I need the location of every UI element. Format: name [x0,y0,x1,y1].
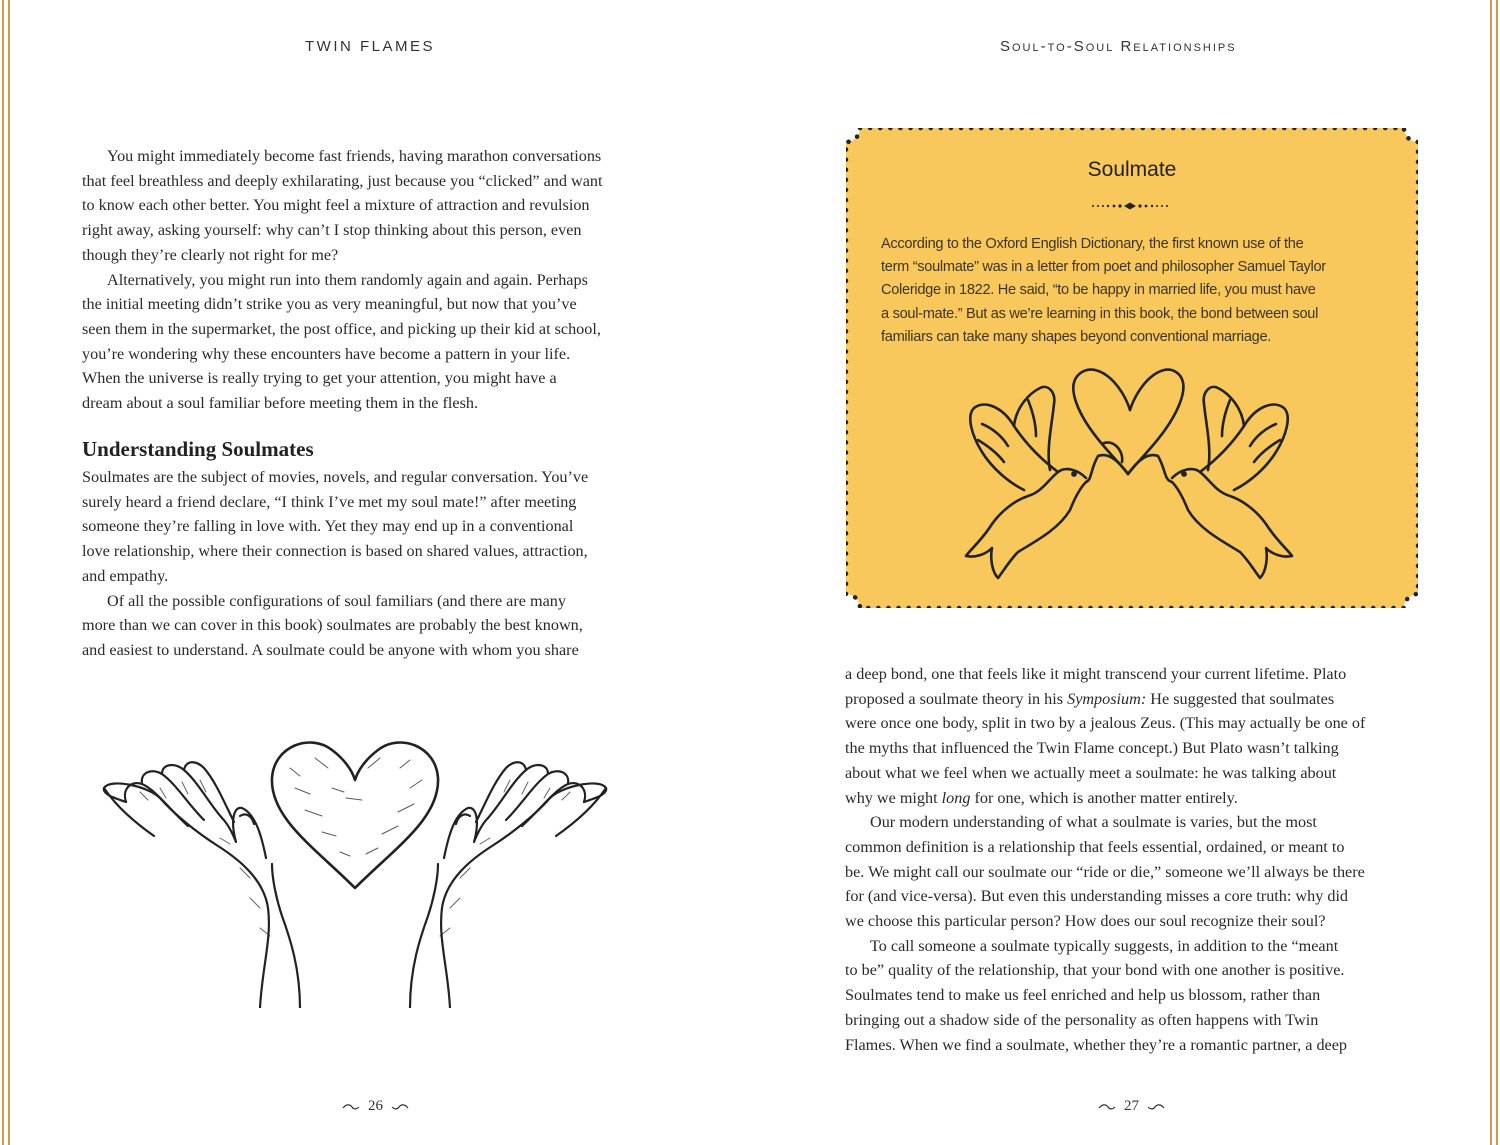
emphasis-long: long [941,788,971,807]
left-border-rule-inner [8,0,10,1145]
section-heading: Understanding Soulmates [82,437,314,461]
emphasis-symposium: Symposium: [1067,689,1147,708]
right-flourish-icon [391,1102,409,1112]
text-line: Of all the possible configurations of soul familiars (and there are many [107,591,566,610]
text-line: seen them in the supermarket, the post office, and picking up their kid at school, [82,319,601,338]
left-para-3 [82,465,588,663]
text-line: term “soulmate” was in a letter from poet and philosopher Samuel Taylor [881,259,1326,276]
text-run: why we might [845,788,942,807]
right-running-header: Soul-to-Soul Relationships [1000,38,1237,55]
page-number: 26 [368,1098,383,1114]
left-flourish-icon [342,1102,360,1112]
right-flourish-icon [1147,1102,1165,1112]
text-run: He suggested that soulmates [1146,689,1335,708]
sidebar-text [881,233,1391,349]
text-line: and easiest to understand. A soulmate could be anyone with whom you share [82,640,579,659]
right-body-text [845,662,1365,1057]
text-line: to be” quality of the relationship, that your bond with one another is positive. [845,961,1345,980]
text-line: common definition is a relationship that feels essential, ordained, or meant to [845,837,1345,856]
text-line: Alternatively, you might run into them randomly again and again. Perhaps [107,270,588,289]
text-line: familiars can take many shapes beyond conventional marriage. [881,328,1272,345]
left-running-header: TWIN FLAMES [305,38,436,55]
right-page-folio [1098,1098,1165,1115]
hands-heart-illustration [100,728,610,1008]
text-line: To call someone a soulmate typically suggests, in addition to the “meant [870,936,1339,955]
text-line: You might immediately become fast friends, having marathon conversations [107,147,602,165]
text-line: the initial meeting didn’t strike you as very meaningful, but now that you’ve [82,295,577,314]
text-line: dream about a soul familiar before meeting them in the flesh. [82,394,479,413]
text-line: we choose this particular person? How does our soul recognize their soul? [845,912,1326,931]
text-line: a soul-mate.” But as we’re learning in this book, the bond between soul [881,305,1319,322]
text-line: that feel breathless and deeply exhilarating, just because you “clicked” and want [82,171,603,190]
text-line: though they’re clearly not right for me? [82,245,339,264]
text-line: and empathy. [82,566,169,585]
text-line: bringing out a shadow side of the personality as often happens with Twin [845,1010,1319,1029]
text-line: were once one body, split in two by a jealous Zeus. (This may actually be one of [845,714,1366,733]
sidebar-title: Soulmate [1087,158,1177,181]
text-line: right away, asking yourself: why can’t I stop thinking about this person, even [82,221,582,240]
left-border-rule [2,0,4,1145]
text-line: more than we can cover in this book) soulmates are probably the best known, [82,616,583,635]
right-border-rule [1496,0,1498,1145]
text-line [845,687,1365,712]
text-line: Soulmates tend to make us feel enriched and help us blossom, rather than [845,986,1321,1005]
text-line: someone they’re falling in love with. Yet they may end up in a conventional [82,517,574,536]
page-number: 27 [1124,1098,1139,1114]
text-line: When the universe is really trying to get your attention, you might have a [82,369,557,388]
text-line: Our modern understanding of what a soulmate is varies, but the most [870,813,1317,832]
left-page-folio [342,1098,409,1115]
text-line: Flames. When we find a soulmate, whether they’re a romantic partner, a deep [845,1035,1348,1054]
text-line: for (and vice-versa). But even this understanding misses a core truth: why did [845,887,1349,906]
text-run: for one, which is another matter entirely. [970,788,1238,807]
text-line: love relationship, where their connection is based on shared values, attraction, [82,542,588,561]
text-run: proposed a soulmate theory in his [845,689,1068,708]
sidebar-divider-ornament [1090,201,1170,211]
left-flourish-icon [1098,1102,1116,1112]
text-line [845,786,1365,811]
text-line: surely heard a friend declare, “I think I’ve met my soul mate!” after meeting [82,492,577,511]
doves-ribbon-illustration [962,360,1302,585]
text-line: According to the Oxford English Dictionary, the first known use of the [881,236,1304,252]
left-para-1 [82,144,603,416]
text-line: the myths that influenced the Twin Flame concept.) But Plato wasn’t talking [845,739,1339,758]
right-border-rule-inner [1490,0,1492,1145]
text-line: you’re wondering why these encounters have become a pattern in your life. [82,344,571,363]
text-line: be. We might call our soulmate our “ride or die,” someone we’ll always be there [845,862,1365,881]
text-line: Coleridge in 1822. He said, “to be happy in married life, you must have [881,282,1316,299]
text-line: about what we feel when we actually meet a soulmate: he was talking about [845,763,1337,782]
text-line: a deep bond, one that feels like it might transcend your current lifetime. Plato [845,665,1347,683]
text-line: Soulmates are the subject of movies, novels, and regular conversation. You’ve [82,468,589,486]
text-line: to know each other better. You might feel a mixture of attraction and revulsion [82,196,590,215]
